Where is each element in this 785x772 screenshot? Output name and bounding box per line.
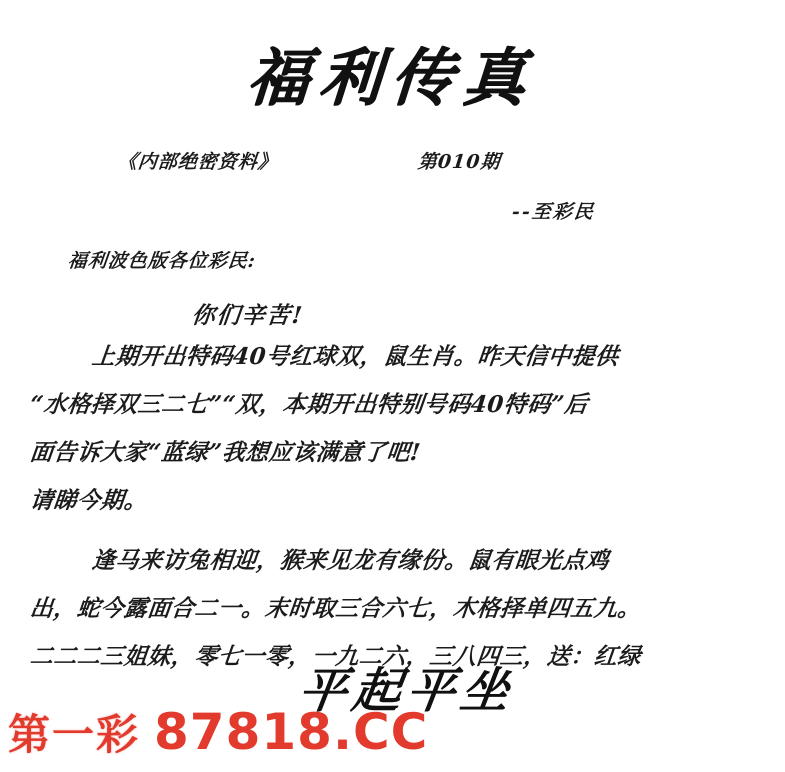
- body-paragraph-6: 出，蛇今露面合二一。末时取三合六七，木格择单四五九。: [28, 595, 643, 622]
- body-paragraph-1: 上期开出特码40号红球双，鼠生肖。昨天信中提供: [90, 343, 620, 370]
- header-subrow: [0, 147, 785, 181]
- dedication-line: --至彩民: [510, 201, 596, 223]
- watermark-domain: 87818.CC: [154, 703, 429, 761]
- body-paragraph-5: 逢马来访兔相迎，猴来见龙有缘份。鼠有眼光点鸡: [90, 547, 611, 574]
- secret-material-label: 《内部绝密资料》: [116, 151, 280, 173]
- watermark: [8, 702, 428, 762]
- body-paragraph-3: 面告诉大家“蓝绿”我想应该满意了吧!: [28, 439, 423, 466]
- page-title: 福利传真: [244, 41, 538, 114]
- body-paragraph-2: “水格择双三二七”“双，本期开出特别号码40特码”后: [28, 391, 590, 418]
- watermark-brand: 第一彩: [8, 710, 141, 759]
- closing-slogan: 平起平坐: [294, 663, 519, 719]
- issue-number-label: 第010期: [416, 151, 502, 173]
- body-paragraph-4: 请睇今期。: [28, 487, 149, 514]
- body-paragraph-7: 二二二三姐妹，零七一零，一九二六，三八四三，送：红绿: [28, 643, 643, 670]
- greeting-line: 你们辛苦!: [190, 302, 306, 329]
- salutation-line: 福利波色版各位彩民:: [66, 250, 258, 272]
